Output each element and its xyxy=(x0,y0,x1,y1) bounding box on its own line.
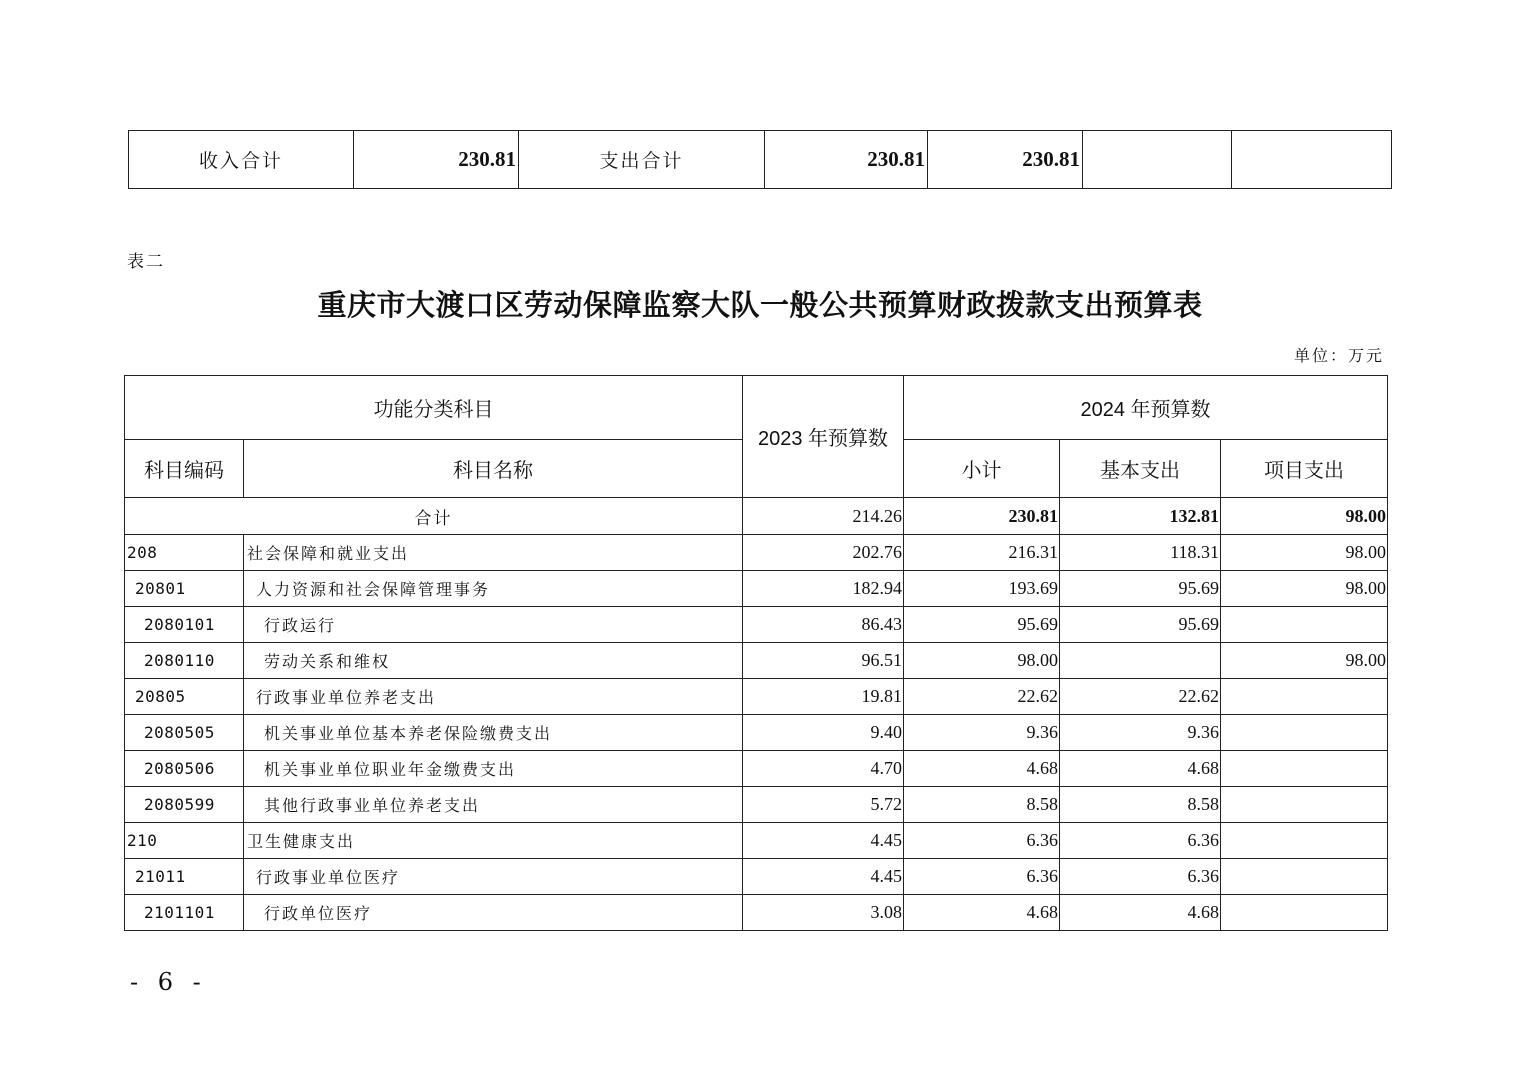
row-subtotal: 193.69 xyxy=(904,571,1060,607)
row-name: 人力资源和社会保障管理事务 xyxy=(244,571,743,607)
table-row xyxy=(125,859,1388,895)
row-code: 208 xyxy=(125,535,244,571)
row-basic: 118.31 xyxy=(1060,535,1221,571)
code-header: 科目编码 xyxy=(125,440,244,498)
subtotal-header: 小计 xyxy=(904,440,1060,498)
row-code: 2080506 xyxy=(125,751,244,787)
row-basic: 4.68 xyxy=(1060,895,1221,931)
row-project xyxy=(1221,715,1388,751)
total-project: 98.00 xyxy=(1221,498,1388,535)
table-row xyxy=(125,895,1388,931)
row-code: 210 xyxy=(125,823,244,859)
row-budget-2023: 5.72 xyxy=(743,787,904,823)
row-budget-2023: 19.81 xyxy=(743,679,904,715)
row-budget-2023: 4.45 xyxy=(743,859,904,895)
row-subtotal: 8.58 xyxy=(904,787,1060,823)
table-row xyxy=(125,715,1388,751)
table-row xyxy=(125,643,1388,679)
row-budget-2023: 3.08 xyxy=(743,895,904,931)
row-basic xyxy=(1060,643,1221,679)
basic-expense-header: 基本支出 xyxy=(1060,440,1221,498)
row-basic: 95.69 xyxy=(1060,571,1221,607)
expense-total-value: 230.81 xyxy=(765,131,928,189)
row-name: 劳动关系和维权 xyxy=(244,643,743,679)
row-subtotal: 98.00 xyxy=(904,643,1060,679)
row-budget-2023: 96.51 xyxy=(743,643,904,679)
row-name: 行政事业单位养老支出 xyxy=(244,679,743,715)
page-number: - 6 - xyxy=(130,968,207,996)
row-project xyxy=(1221,787,1388,823)
table-row xyxy=(125,787,1388,823)
row-code: 20805 xyxy=(125,679,244,715)
row-budget-2023: 9.40 xyxy=(743,715,904,751)
row-project xyxy=(1221,823,1388,859)
row-name: 机关事业单位职业年金缴费支出 xyxy=(244,751,743,787)
page-title: 重庆市大渡口区劳动保障监察大队一般公共预算财政拨款支出预算表 xyxy=(317,288,1203,322)
row-budget-2023: 202.76 xyxy=(743,535,904,571)
total-subtotal: 230.81 xyxy=(904,498,1060,535)
expense-total-label: 支出合计 xyxy=(519,131,765,189)
row-project xyxy=(1221,607,1388,643)
row-name: 行政单位医疗 xyxy=(244,895,743,931)
budget-2024-header: 2024 年预算数 xyxy=(904,376,1388,440)
functional-category-header: 功能分类科目 xyxy=(125,376,743,440)
empty-cell xyxy=(1083,131,1232,189)
row-code: 2101101 xyxy=(125,895,244,931)
income-total-value: 230.81 xyxy=(354,131,519,189)
row-subtotal: 95.69 xyxy=(904,607,1060,643)
row-code: 2080101 xyxy=(125,607,244,643)
row-basic: 6.36 xyxy=(1060,859,1221,895)
row-project xyxy=(1221,751,1388,787)
row-budget-2023: 4.45 xyxy=(743,823,904,859)
row-subtotal: 4.68 xyxy=(904,751,1060,787)
income-expense-summary-table xyxy=(128,130,1392,189)
row-subtotal: 216.31 xyxy=(904,535,1060,571)
row-project xyxy=(1221,895,1388,931)
row-code: 20801 xyxy=(125,571,244,607)
row-name: 卫生健康支出 xyxy=(244,823,743,859)
total-label: 合计 xyxy=(125,498,743,535)
row-code: 2080505 xyxy=(125,715,244,751)
row-basic: 6.36 xyxy=(1060,823,1221,859)
row-subtotal: 22.62 xyxy=(904,679,1060,715)
name-header: 科目名称 xyxy=(244,440,743,498)
header-row-1 xyxy=(125,376,1388,440)
table-label: 表二 xyxy=(127,252,165,272)
unit-label: 单位：万元 xyxy=(1293,346,1384,365)
total-budget-2023: 214.26 xyxy=(743,498,904,535)
empty-cell xyxy=(1232,131,1392,189)
total-row xyxy=(125,498,1388,535)
total-basic: 132.81 xyxy=(1060,498,1221,535)
row-basic: 22.62 xyxy=(1060,679,1221,715)
row-name: 行政事业单位医疗 xyxy=(244,859,743,895)
row-project: 98.00 xyxy=(1221,571,1388,607)
row-project xyxy=(1221,859,1388,895)
row-basic: 95.69 xyxy=(1060,607,1221,643)
row-project xyxy=(1221,679,1388,715)
row-subtotal: 6.36 xyxy=(904,859,1060,895)
table-row xyxy=(125,607,1388,643)
summary-row xyxy=(129,131,1392,189)
row-subtotal: 9.36 xyxy=(904,715,1060,751)
row-project: 98.00 xyxy=(1221,643,1388,679)
project-expense-header: 项目支出 xyxy=(1221,440,1388,498)
row-name: 社会保障和就业支出 xyxy=(244,535,743,571)
row-basic: 9.36 xyxy=(1060,715,1221,751)
row-name: 行政运行 xyxy=(244,607,743,643)
row-code: 21011 xyxy=(125,859,244,895)
row-budget-2023: 86.43 xyxy=(743,607,904,643)
table-row xyxy=(125,571,1388,607)
budget-2023-header: 2023 年预算数 xyxy=(743,376,904,498)
income-total-label: 收入合计 xyxy=(129,131,354,189)
table-row xyxy=(125,823,1388,859)
row-basic: 4.68 xyxy=(1060,751,1221,787)
row-name: 机关事业单位基本养老保险缴费支出 xyxy=(244,715,743,751)
table-row xyxy=(125,535,1388,571)
expense-total-value-2: 230.81 xyxy=(928,131,1083,189)
budget-expenditure-table xyxy=(124,375,1388,931)
row-budget-2023: 4.70 xyxy=(743,751,904,787)
row-subtotal: 6.36 xyxy=(904,823,1060,859)
row-code: 2080110 xyxy=(125,643,244,679)
row-code: 2080599 xyxy=(125,787,244,823)
row-project: 98.00 xyxy=(1221,535,1388,571)
row-basic: 8.58 xyxy=(1060,787,1221,823)
table-row xyxy=(125,751,1388,787)
row-subtotal: 4.68 xyxy=(904,895,1060,931)
row-budget-2023: 182.94 xyxy=(743,571,904,607)
row-name: 其他行政事业单位养老支出 xyxy=(244,787,743,823)
table-row xyxy=(125,679,1388,715)
